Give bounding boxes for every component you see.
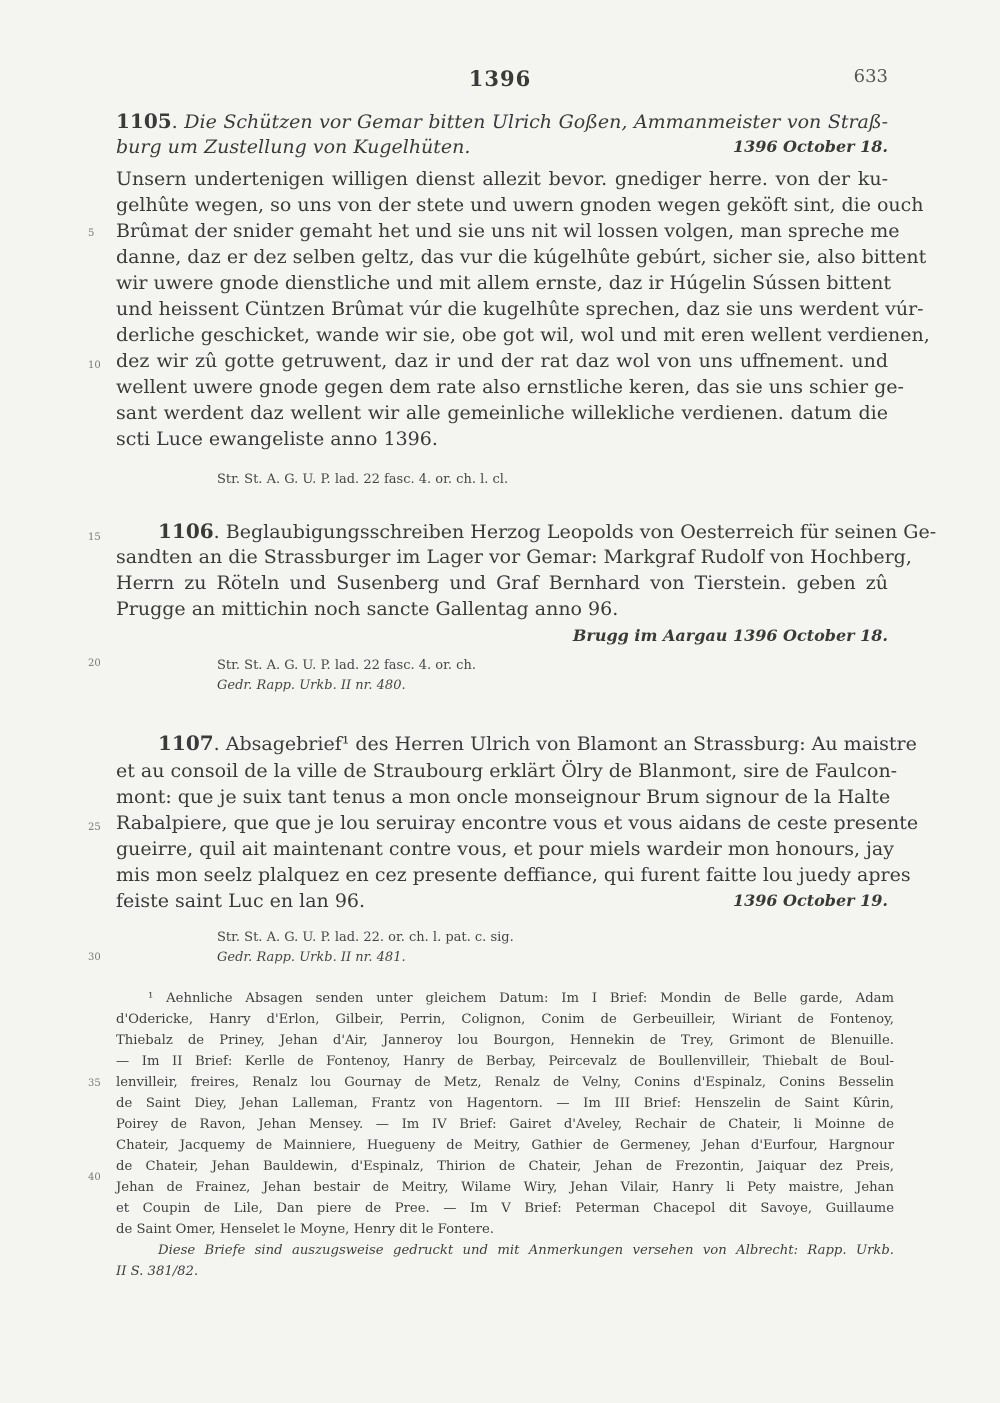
margin-line-number: 5 [88,228,95,239]
entry-1107-line-1: 1107. Absagebrief¹ des Herren Ulrich von Blamont an Strassburg: Au maistre [158,731,917,755]
source-citation: Str. St. A. G. U. P. lad. 22. or. ch. l. pat. c. sig. [217,930,514,945]
footnote-line: et Coupin de Lile, Dan piere de Pree. — Im V Brief: Peterman Chacepol dit Savoye, Guillaume [116,1201,894,1216]
footnote-line: II S. 381/82. [116,1264,199,1279]
source-citation: Str. St. A. G. U. P. lad. 22 fasc. 4. or. ch. [217,658,476,673]
text-line: derliche geschicket, wande wir sie, obe got wil, wol und mit eren wellent verdienen, [116,324,930,346]
footnote-line: de Saint Diey, Jehan Lalleman, Frantz von Hagentorn. — Im III Brief: Henszelin de Saint Kûrin, [116,1096,894,1111]
footnote-line: d'Odericke, Hanry d'Erlon, Gilbeir, Perrin, Colignon, Conim de Gerbeuilleir, Wiriant de Fontenoy, [116,1012,894,1027]
footnote-line: lenvilleir, freires, Renalz lou Gournay de Metz, Renalz de Velny, Conins d'Espinalz, Conins Besselin [116,1075,894,1090]
footnote-line: de Chateir, Jehan Bauldewin, d'Espinalz, Thirion de Chateir, Jehan de Frezontin, Jaiquar dez Preis, [116,1159,894,1174]
source-citation: Str. St. A. G. U. P. lad. 22 fasc. 4. or. ch. l. cl. [217,472,509,487]
entry-number: 1106 [158,519,214,543]
text-line: Brûmat der snider gemaht het und sie uns nit wil lossen volgen, man spreche me [116,220,900,242]
entry-1105-title-line-2: burg um Zustellung von Kugelhüten. 1396 October 18. [116,136,888,158]
text-line: wir uwere gnode dienstliche und mit allem ernste, daz ir Húgelin Sússen bittent [116,272,892,294]
text-line: wellent uwere gnode gegen dem rate also ernstliche keren, das sie uns schier ge- [116,376,904,398]
entry-1106-line-1: 1106. Beglaubigungsschreiben Herzog Leopolds von Oesterreich für seinen Ge- [158,519,937,543]
entry-date: 1396 October 19. [732,891,888,910]
footnote-line: Poirey de Ravon, Jehan Mensey. — Im IV Brief: Gairet d'Aveley, Rechair de Chateir, li Moinne de [116,1117,894,1132]
margin-line-number: 15 [88,532,101,543]
text-line: sant werdent daz wellent wir alle gemeinliche willekliche verdienen. datum die [116,402,888,424]
entry-date: Brugg im Aargau 1396 October 18. [572,626,888,645]
text-line: feiste saint Luc en lan 96. 1396 October 19. [116,890,888,912]
footnote-line: Chateir, Jacquemy de Mainniere, Huegueny de Meitry, Gathier de Germeney, Jehan d'Eurfour, Hargnour [116,1138,894,1153]
text-line: gueirre, quil ait maintenant contre vous, et pour miels wardeir mon honours, jay [116,838,894,860]
text-line: gelhûte wegen, so uns von der stete und uwern gnoden wegen geköft sint, die ouch [116,194,924,216]
text-line: et au consoil de la ville de Straubourg erklärt Ölry de Blanmont, sire de Faulcon- [116,760,898,782]
text-line: Herrn zu Röteln und Susenberg und Graf Bernhard von Tierstein. geben zû [116,572,888,594]
print-citation: Gedr. Rapp. Urkb. II nr. 480. [217,678,406,693]
text-line: Unsern undertenigen willigen dienst allezit bevor. gnediger herre. von der ku- [116,168,888,190]
margin-line-number: 25 [88,822,101,833]
text-line: dez wir zû gotte getruwent, daz ir und der rat daz wol von uns uffnement. und [116,350,888,372]
text-line: danne, daz er dez selben geltz, das vur die kúgelhûte gebúrt, sicher sie, also bittent [116,246,927,268]
text-line: scti Luce ewangeliste anno 1396. [116,428,438,450]
text-line: Rabalpiere, que que je lou seruiray encontre vous et vous aidans de ceste presente [116,812,919,834]
page-number: 633 [853,66,888,87]
text-line: sandten an die Strassburger im Lager vor Gemar: Markgraf Rudolf von Hochberg, [116,546,912,568]
margin-line-number: 10 [88,360,101,371]
print-citation: Gedr. Rapp. Urkb. II nr. 481. [217,950,406,965]
text-line: und heissent Cüntzen Brûmat vúr die kugelhûte sprechen, daz sie uns werdent vúr- [116,298,924,320]
entry-number: 1105 [116,109,172,133]
margin-line-number: 20 [88,658,101,669]
footnote-line: ¹ Aehnliche Absagen senden unter gleichem Datum: Im I Brief: Mondin de Belle garde, Adam [148,991,894,1006]
entry-1105-title-line-1: 1105. Die Schützen vor Gemar bitten Ulrich Goßen, Ammanmeister von Straß- [116,109,888,133]
footnote-line: Jehan de Frainez, Jehan bestair de Meitry, Wilame Wiry, Jehan Vilair, Hanry li Pety maistre, Jehan [116,1180,894,1195]
footnote-line: Thiebalz de Priney, Jehan d'Air, Janneroy lou Bourgon, Hennekin de Trey, Grimont de Blenuille. [116,1033,894,1048]
running-head-year: 1396 [468,66,532,91]
margin-line-number: 30 [88,952,101,963]
entry-date: 1396 October 18. [732,137,888,156]
footnote-line: Diese Briefe sind auszugsweise gedruckt und mit Anmerkungen versehen von Albrecht: Rapp. Urkb. [158,1243,894,1258]
margin-line-number: 35 [88,1078,101,1089]
margin-line-number: 40 [88,1172,101,1183]
text-line: mis mon seelz plalquez en cez presente deffiance, qui furent faitte lou juedy apres [116,864,911,886]
footnote-line: de Saint Omer, Henselet le Moyne, Henry dit le Fontere. [116,1222,494,1237]
text-line: mont: que je suix tant tenus a mon oncle monseignour Brum signour de la Halte [116,786,891,808]
text-line: Prugge an mittichin noch sancte Gallentag anno 96. [116,598,619,620]
footnote-line: — Im II Brief: Kerlle de Fontenoy, Hanry de Berbay, Peircevalz de Boullenvilleir, Thiebalt de Boul- [116,1054,894,1069]
entry-number: 1107 [158,731,214,755]
